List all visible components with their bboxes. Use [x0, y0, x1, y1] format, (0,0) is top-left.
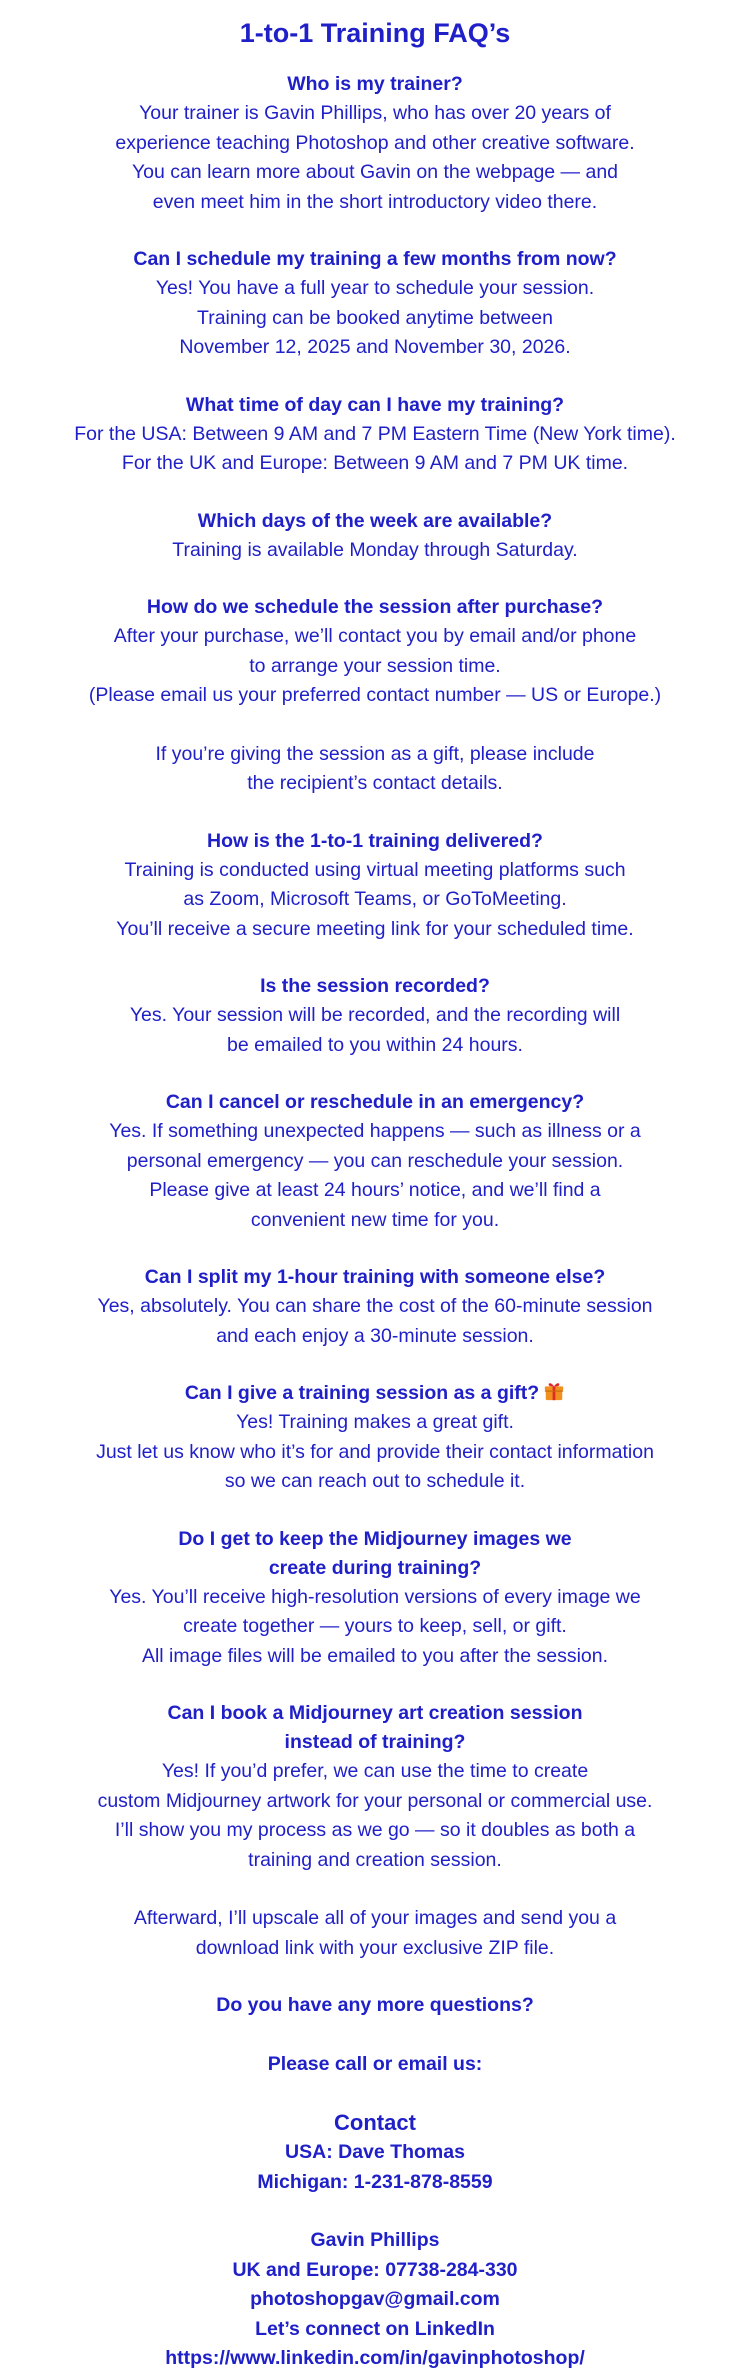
faq-answer-line: (Please email us your preferred contact number — US or Europe.): [88, 684, 662, 706]
closing-prompt: Please call or email us:: [267, 2052, 483, 2075]
faq-question-line: What time of day can I have my training?: [185, 393, 565, 416]
closing-section: [0, 1991, 750, 2079]
faq-question-line: How is the 1-to-1 training delivered?: [207, 829, 543, 852]
faq-item: [0, 827, 750, 945]
contact-linkedin-label: Let’s connect on LinkedIn: [255, 2317, 495, 2340]
faq-answer-line: be emailed to you within 24 hours.: [227, 1033, 523, 1056]
faq-item: [0, 1525, 750, 1672]
faq-question: [0, 972, 750, 1001]
faq-answer-line: I’ll show you my process as we go — so it doubles as both a: [114, 1819, 636, 1841]
faq-question-line: Which days of the week are available?: [197, 509, 553, 532]
faq-answer-line: Just let us know who it’s for and provide their contact information: [96, 1440, 654, 1463]
faq-answer-line: November 12, 2025 and November 30, 2026.: [179, 336, 571, 358]
contact-linkedin-link[interactable]: https://www.linkedin.com/in/gavinphotoshop/: [165, 2347, 585, 2369]
faq-item: [0, 1699, 750, 1963]
faq-answer-line: Yes! You have a full year to schedule your session.: [155, 277, 595, 299]
faq-question: [0, 593, 750, 622]
faq-answer-line: personal emergency — you can reschedule your session.: [126, 1149, 624, 1172]
faq-item: [0, 507, 750, 566]
faq-answer-line: custom Midjourney artwork for your personal or commercial use.: [97, 1789, 653, 1812]
faq-answer: [0, 1408, 750, 1497]
faq-question-text: Can I give a training session as a gift?: [184, 1382, 540, 1404]
faq-answer-line: Yes, absolutely. You can share the cost of the 60-minute session: [97, 1295, 653, 1317]
page-title: 1-to-1 Training FAQ’s: [239, 18, 511, 48]
faq-answer: [0, 856, 750, 945]
faq-answer: [0, 740, 750, 799]
faq-answer-line: as Zoom, Microsoft Teams, or GoToMeeting.: [183, 888, 567, 910]
faq-answer: [0, 1757, 750, 1875]
faq-answer-line: Yes! If you’d prefer, we can use the time to create: [161, 1760, 589, 1782]
faq-question-line: Do I get to keep the Midjourney images we: [178, 1527, 572, 1550]
faq-item: [0, 70, 750, 217]
faq-answer-line: training and creation session.: [248, 1848, 502, 1871]
contact-gavin-name: Gavin Phillips: [310, 2229, 440, 2251]
faq-question-line: Can I cancel or reschedule in an emergency?: [165, 1091, 585, 1113]
faq-question-line: How do we schedule the session after purchase?: [146, 596, 604, 618]
faq-item: [0, 1088, 750, 1235]
faq-answer-line: so we can reach out to schedule it.: [224, 1470, 526, 1492]
faq-question: [0, 507, 750, 536]
faq-item: [0, 1379, 750, 1497]
faq-answer-line: Training is available Monday through Saturday.: [172, 538, 578, 561]
faq-item: [0, 1263, 750, 1351]
faq-item: [0, 391, 750, 479]
contact-title: Contact: [334, 2110, 416, 2135]
faq-answer-line: Afterward, I’ll upscale all of your images and send you a: [133, 1907, 617, 1929]
faq-answer: [0, 536, 750, 566]
faq-question: [0, 1525, 750, 1583]
faq-answer-line: the recipient’s contact details.: [247, 772, 503, 794]
contact-usa: USA: Dave Thomas: [285, 2141, 465, 2163]
faq-answer-line: If you’re giving the session as a gift, please include: [155, 742, 595, 765]
faq-question: [0, 1263, 750, 1292]
contact-email-link[interactable]: photoshopgav@gmail.com: [250, 2288, 500, 2310]
faq-answer-line: After your purchase, we’ll contact you by email and/or phone: [113, 625, 637, 647]
gift-icon: [543, 1380, 565, 1402]
faq-answer-line: Yes. If something unexpected happens — such as illness or a: [109, 1120, 641, 1142]
faq-answer-line: Yes. You’ll receive high-resolution versions of every image we: [109, 1585, 641, 1608]
faq-answer-line: download link with your exclusive ZIP file.: [195, 1936, 555, 1959]
faq-question: [0, 1699, 750, 1757]
faq-question: [0, 245, 750, 274]
faq-item: [0, 593, 750, 799]
faq-answer-line: create together — yours to keep, sell, or gift.: [183, 1615, 567, 1637]
faq-answer-line: You can learn more about Gavin on the webpage — and: [131, 161, 619, 183]
faq-answer-line: Training is conducted using virtual meeting platforms such: [124, 858, 626, 881]
faq-answer: [0, 420, 750, 479]
faq-answer: [0, 1292, 750, 1351]
faq-answer-line: Your trainer is Gavin Phillips, who has over 20 years of: [139, 102, 611, 124]
faq-answer: [0, 274, 750, 363]
faq-answer-line: All image files will be emailed to you after the session.: [141, 1644, 609, 1667]
faq-answer-line: You’ll receive a secure meeting link for your scheduled time.: [116, 917, 634, 940]
faq-answer: [0, 1583, 750, 1672]
faq-item: [0, 972, 750, 1060]
faq-question-line: Can I schedule my training a few months from now?: [133, 248, 617, 270]
faq-answer-line: convenient new time for you.: [250, 1208, 500, 1231]
faq-question-line: Can I book a Midjourney art creation session: [167, 1702, 583, 1724]
contact-uk-phone[interactable]: UK and Europe: 07738-284-330: [232, 2258, 518, 2281]
faq-question: [0, 70, 750, 99]
faq-answer: [0, 622, 750, 711]
faq-question-line: [0, 1379, 750, 1408]
closing-question: Do you have any more questions?: [216, 1994, 534, 2016]
faq-list: [0, 70, 750, 1963]
faq-answer-line: Yes. Your session will be recorded, and the recording will: [129, 1004, 621, 1026]
faq-answer-line: even meet him in the short introductory video there.: [152, 190, 598, 213]
faq-question-line: Can I split my 1-hour training with someone else?: [144, 1266, 606, 1288]
faq-question: [0, 1379, 750, 1408]
faq-question-line: Is the session recorded?: [260, 975, 490, 997]
faq-question: [0, 391, 750, 420]
faq-answer: [0, 1117, 750, 1235]
faq-answer-line: experience teaching Photoshop and other creative software.: [115, 131, 635, 154]
faq-answer: [0, 1904, 750, 1963]
faq-question-line: create during training?: [268, 1556, 482, 1579]
faq-answer: [0, 1001, 750, 1060]
faq-answer-line: For the USA: Between 9 AM and 7 PM Eastern Time (New York time).: [74, 422, 676, 445]
faq-question: [0, 1088, 750, 1117]
faq-item: [0, 245, 750, 363]
faq-question: [0, 827, 750, 856]
contact-section: [0, 2108, 750, 2374]
faq-question-line: Who is my trainer?: [287, 73, 463, 95]
faq-answer-line: For the UK and Europe: Between 9 AM and 7 PM UK time.: [121, 452, 629, 474]
faq-answer: [0, 99, 750, 217]
faq-answer-line: and each enjoy a 30-minute session.: [216, 1324, 534, 1347]
faq-answer-line: Yes! Training makes a great gift.: [236, 1411, 514, 1433]
faq-question-line: instead of training?: [284, 1731, 466, 1753]
faq-answer-line: Training can be booked anytime between: [197, 306, 553, 329]
faq-answer-line: to arrange your session time.: [249, 654, 501, 677]
faq-answer-line: Please give at least 24 hours’ notice, and we’ll find a: [149, 1179, 601, 1201]
contact-michigan-phone[interactable]: Michigan: 1-231-878-8559: [257, 2170, 493, 2193]
